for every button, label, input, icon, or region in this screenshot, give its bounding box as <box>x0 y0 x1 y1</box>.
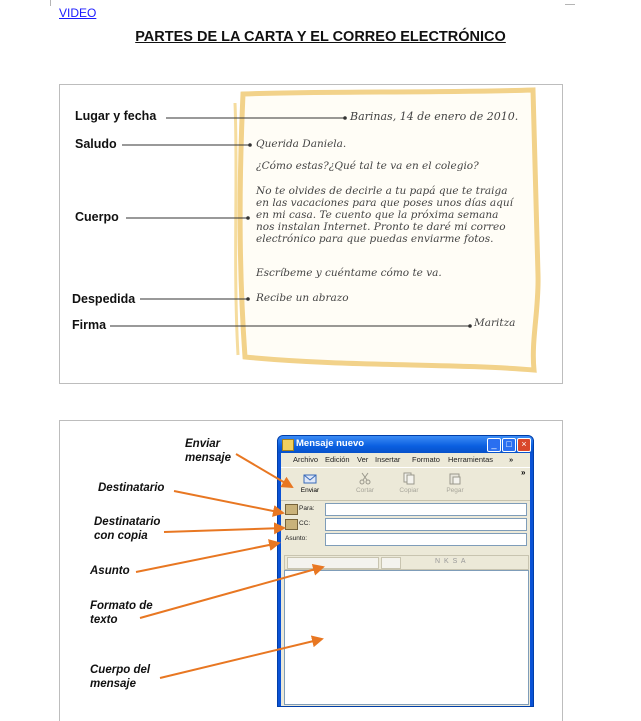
label-formato-line-2: texto <box>90 614 118 626</box>
label-saludo: Saludo <box>75 137 117 151</box>
subject-label: Asunto: <box>285 535 308 542</box>
menu-edicion[interactable]: Edición <box>325 455 350 464</box>
maximize-button[interactable]: □ <box>502 438 516 452</box>
minimize-button[interactable]: _ <box>487 438 501 452</box>
letter-body-line-1: No te olvides de decirle a tu papá que te traiga <box>256 185 508 197</box>
close-button[interactable]: × <box>517 438 531 452</box>
email-arrows <box>60 421 562 721</box>
arrow-formato <box>140 567 323 618</box>
label-enviar-line-2: mensaje <box>185 452 232 464</box>
label-enviar-line-1: Enviar <box>185 438 221 450</box>
letter-body-line-5: electrónico para que puedas enviarme fotos. <box>256 233 494 245</box>
arrow-enviar <box>236 454 292 487</box>
letter-figure <box>59 84 563 384</box>
page-corner-right <box>565 0 575 5</box>
page-title: PARTES DE LA CARTA Y EL CORREO ELECTRÓNICO <box>135 29 506 45</box>
letter-closing: Escríbeme y cuéntame cómo te va. <box>256 267 442 279</box>
letter-greeting: Querida Daniela. <box>256 138 347 150</box>
letter-signature: Maritza <box>474 317 516 329</box>
menu-archivo[interactable]: Archivo <box>293 455 319 464</box>
label-asunto: Asunto <box>90 565 130 577</box>
arrow-cuerpo <box>160 639 322 678</box>
send-label: Enviar <box>300 487 320 494</box>
email-figure <box>59 420 563 721</box>
label-dest-copia-line-2: con copia <box>94 530 148 542</box>
menu-formato[interactable]: Formato <box>412 455 440 464</box>
label-cuerpo-line-2: mensaje <box>90 678 137 690</box>
video-link[interactable]: VIDEO <box>59 6 97 20</box>
toolbar-overflow-icon[interactable]: » <box>521 468 526 477</box>
label-destinatario: Destinatario <box>98 482 165 494</box>
menu-overflow-icon[interactable]: » <box>509 455 514 464</box>
arrow-destinatario <box>174 491 283 513</box>
cut-label: Cortar <box>355 487 375 494</box>
label-dest-copia-line-1: Destinatario <box>94 516 161 528</box>
label-cuerpo: Cuerpo <box>75 210 119 224</box>
letter-body-line-3: en mi casa. Te cuento que la próxima semana <box>256 209 499 221</box>
label-cuerpo-line-1: Cuerpo del <box>90 664 151 676</box>
paste-label: Pegar <box>446 487 464 494</box>
mail-window-title: Mensaje nuevo <box>296 438 365 449</box>
letter-date: Barinas, 14 de enero de 2010. <box>350 110 519 123</box>
to-label: Para: <box>299 505 315 512</box>
label-despedida: Despedida <box>72 292 136 306</box>
letter-question: ¿Cómo estas?¿Qué tal te va en el colegio? <box>256 160 479 172</box>
label-lugar-fecha: Lugar y fecha <box>75 109 157 123</box>
label-formato-line-1: Formato de <box>90 600 153 612</box>
letter-body-line-2: en las vacaciones para que poses unos días aquí <box>256 197 513 209</box>
page-corner-left <box>50 0 53 6</box>
label-firma: Firma <box>72 318 107 332</box>
menu-ver[interactable]: Ver <box>357 455 369 464</box>
letter-farewell: Recibe un abrazo <box>256 292 349 304</box>
copy-label: Copiar <box>399 487 419 494</box>
cc-label: CC: <box>299 520 311 527</box>
arrow-asunto <box>136 543 279 572</box>
arrow-destinatario-copia <box>164 528 284 532</box>
format-buttons[interactable]: N K S A <box>435 558 467 565</box>
menu-insertar[interactable]: Insertar <box>375 455 401 464</box>
menu-herramientas[interactable]: Herramientas <box>448 455 494 464</box>
letter-body-line-4: nos instalan Internet. Pronto te daré mi correo <box>256 221 506 233</box>
